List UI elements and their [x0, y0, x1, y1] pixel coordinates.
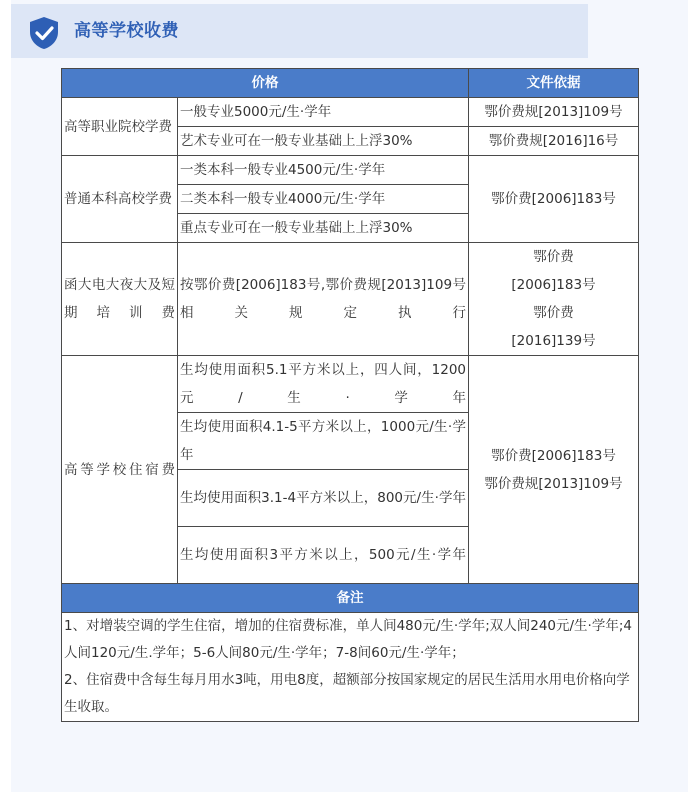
basis-line: 鄂价费	[533, 305, 574, 321]
price-item: 艺术专业可在一般专业基础上上浮30%	[178, 127, 469, 156]
table-row	[62, 156, 639, 185]
basis-cell	[469, 356, 639, 584]
basis-line: [2006]183号	[511, 277, 596, 293]
column-header-price: 价格	[62, 69, 469, 98]
basis-line: 鄂价费规[2013]109号	[469, 98, 639, 127]
note-item: 1、对增装空调的学生住宿，增加的住宿费标准，单人间480元/生·学年;双人间240元/生·学年;4人间120元/生.学年；5-6人间80元/生·学年；7-8间60元/生·学年；	[64, 618, 632, 661]
notes-cell	[62, 613, 639, 722]
basis-cell	[469, 156, 639, 243]
note-item: 2、住宿费中含每生每月用水3吨，用电8度，超额部分按国家规定的居民生活用水用电价格向学生收取。	[64, 672, 630, 715]
basis-line: [2016]139号	[511, 333, 596, 349]
basis-line: 鄂价费规[2016]16号	[469, 127, 639, 156]
basis-line: 鄂价费[2006]183号	[491, 447, 616, 464]
section-title: 高等学校收费	[74, 21, 179, 41]
shield-check-icon	[28, 16, 60, 50]
table-row	[62, 356, 639, 413]
table-row	[62, 243, 639, 356]
price-item: 生均使用面积3平方米以上，500元/生·学年	[178, 527, 469, 584]
basis-line: 鄂价费规[2013]109号	[484, 475, 623, 492]
table-row	[62, 98, 639, 127]
price-item: 一般专业5000元/生·学年	[178, 98, 469, 127]
category-cell: 高等学校住宿费	[62, 356, 178, 584]
price-item: 二类本科一般专业4000元/生·学年	[178, 185, 469, 214]
category-cell: 普通本科高校学费	[62, 156, 178, 243]
price-item: 生均使用面积4.1-5平方米以上，1000元/生·学年	[178, 413, 469, 470]
basis-line: 鄂价费	[533, 249, 574, 265]
price-item: 一类本科一般专业4500元/生·学年	[178, 156, 469, 185]
column-header-basis: 文件依据	[469, 69, 639, 98]
section-header	[11, 4, 588, 58]
notes-header-row	[62, 584, 639, 613]
category-cell: 高等职业院校学费	[62, 98, 178, 156]
basis-cell	[469, 243, 639, 356]
fee-table	[61, 68, 639, 722]
notes-row	[62, 613, 639, 722]
price-item: 按鄂价费[2006]183号,鄂价费规[2013]109号相关规定执行	[178, 243, 469, 356]
price-item: 生均使用面积5.1平方米以上，四人间，1200元/生·学年	[178, 356, 469, 413]
notes-title: 备注	[62, 584, 639, 613]
price-item: 重点专业可在一般专业基础上上浮30%	[178, 214, 469, 243]
basis-line: 鄂价费[2006]183号	[491, 191, 616, 207]
price-item: 生均使用面积3.1-4平方米以上，800元/生·学年	[178, 470, 469, 527]
category-cell: 函大电大夜大及短期培训费	[62, 243, 178, 356]
table-header-row	[62, 69, 639, 98]
